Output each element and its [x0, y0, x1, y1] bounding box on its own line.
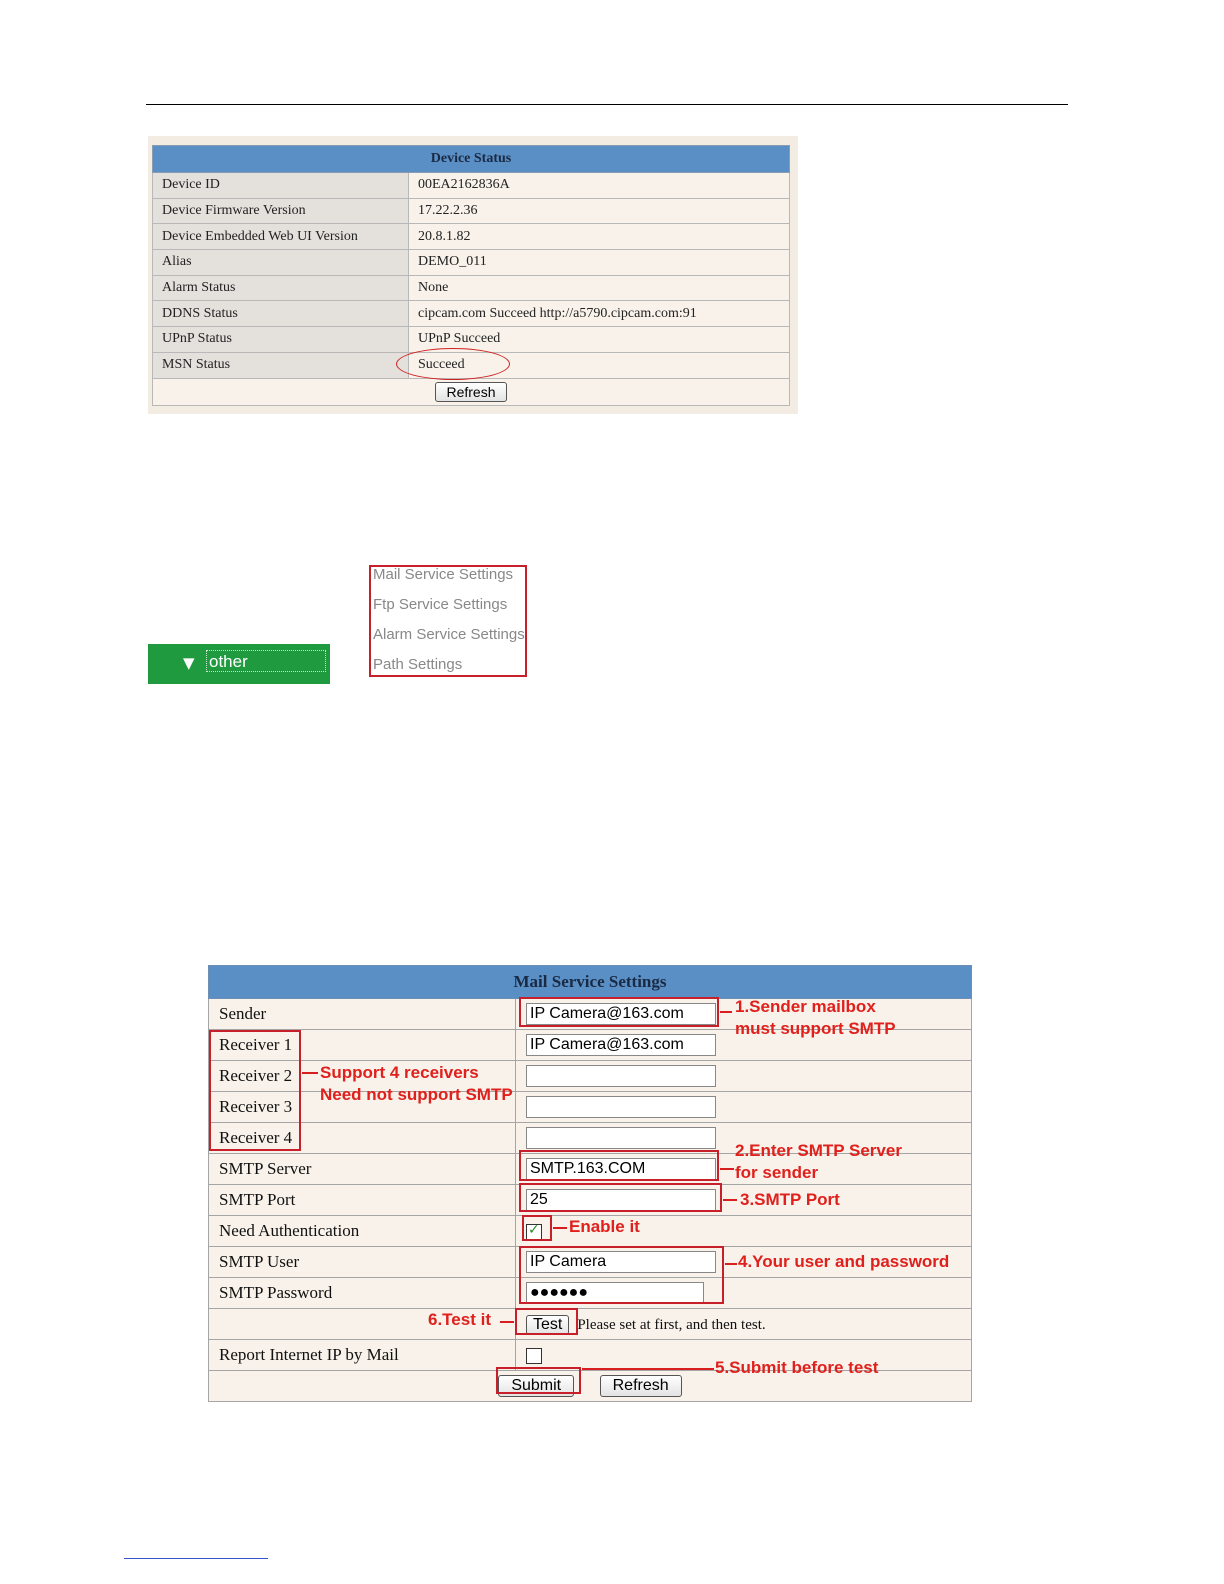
table-row [153, 275, 790, 301]
receiver4-label: Receiver 4 [209, 1123, 516, 1154]
submit-button[interactable]: Submit [498, 1375, 574, 1397]
device-status-title: Device Status [153, 146, 790, 173]
submit-annotation: 5.Submit before test [715, 1358, 879, 1377]
receivers-annotation-line [302, 1072, 318, 1074]
auth-annotation: Enable it [569, 1217, 640, 1236]
table-row [153, 198, 790, 224]
credentials-annotation: 4.Your user and password [738, 1252, 950, 1271]
table-row [153, 224, 790, 250]
receiver3-label: Receiver 3 [209, 1092, 516, 1123]
smtp-user-label: SMTP User [209, 1247, 516, 1278]
receivers-highlight-box [209, 1030, 301, 1151]
test-highlight-box [515, 1308, 578, 1335]
smtp-server-annotation-line [720, 1168, 734, 1170]
report-ip-label: Report Internet IP by Mail [209, 1340, 516, 1371]
other-menu-label[interactable]: other [206, 650, 326, 672]
test-annotation-line [500, 1321, 514, 1323]
smtp-server-annotation: 2.Enter SMTP Server for sender [735, 1141, 902, 1182]
receiver4-input[interactable] [526, 1127, 716, 1149]
auth-annotation-line [553, 1227, 567, 1229]
submit-annotation-line [582, 1368, 714, 1370]
table-row [153, 173, 790, 199]
row-value: 17.22.2.36 [409, 198, 790, 224]
row-value: None [409, 275, 790, 301]
row-label: Alarm Status [153, 275, 409, 301]
menu-item-alarm-service[interactable]: Alarm Service Settings [373, 626, 525, 643]
mail-settings-title: Mail Service Settings [209, 966, 972, 999]
row-label: Device ID [153, 173, 409, 199]
row-label: MSN Status [153, 352, 409, 378]
msn-status-value: Succeed [409, 352, 790, 378]
msn-status-highlight-ellipse [396, 348, 510, 380]
test-hint: Please set at first, and then test. [577, 1316, 766, 1333]
test-button[interactable]: Test [526, 1315, 569, 1335]
row-value: 00EA2162836A [409, 173, 790, 199]
report-ip-checkbox[interactable] [526, 1348, 542, 1364]
receiver2-input[interactable] [526, 1065, 716, 1087]
receiver1-label: Receiver 1 [209, 1030, 516, 1061]
smtp-port-highlight-box [519, 1183, 722, 1212]
row-label: Alias [153, 250, 409, 276]
receivers-annotation: Support 4 receivers Need not support SMTP [320, 1063, 513, 1104]
smtp-password-label: SMTP Password [209, 1278, 516, 1309]
page-top-rule [146, 104, 1068, 105]
smtp-port-annotation-line [723, 1199, 737, 1201]
table-row [153, 301, 790, 327]
smtp-port-annotation: 3.SMTP Port [740, 1190, 840, 1209]
need-auth-label: Need Authentication [209, 1216, 516, 1247]
sender-label: Sender [209, 999, 516, 1030]
row-value: 20.8.1.82 [409, 224, 790, 250]
submit-highlight-box [496, 1367, 581, 1394]
credentials-annotation-line [725, 1263, 737, 1265]
sender-annotation: 1.Sender mailbox must support SMTP [735, 997, 896, 1038]
table-row [153, 250, 790, 276]
row-label: DDNS Status [153, 301, 409, 327]
receiver3-input[interactable] [526, 1096, 716, 1118]
test-annotation: 6.Test it [428, 1310, 491, 1329]
sender-annotation-line [720, 1011, 732, 1013]
mail-refresh-button[interactable]: Refresh [600, 1375, 682, 1397]
row-label: Device Firmware Version [153, 198, 409, 224]
auth-highlight-box [522, 1215, 552, 1241]
footer-rule [124, 1558, 268, 1559]
row-label: Device Embedded Web UI Version [153, 224, 409, 250]
menu-item-ftp-service[interactable]: Ftp Service Settings [373, 596, 508, 613]
receiver2-label: Receiver 2 [209, 1061, 516, 1092]
row-value: DEMO_011 [409, 250, 790, 276]
triangle-down-icon: ▼ [183, 654, 195, 672]
smtp-server-highlight-box [519, 1150, 719, 1181]
menu-item-path-settings[interactable]: Path Settings [373, 656, 463, 673]
receiver1-input[interactable] [526, 1034, 716, 1056]
smtp-server-label: SMTP Server [209, 1154, 516, 1185]
sender-highlight-box [519, 997, 719, 1027]
row-value: cipcam.com Succeed http://a5790.cipcam.com:91 [409, 301, 790, 327]
row-value: UPnP Succeed [409, 327, 790, 353]
menu-item-mail-service[interactable]: Mail Service Settings [373, 566, 514, 583]
table-row [209, 1309, 972, 1340]
smtp-port-label: SMTP Port [209, 1185, 516, 1216]
credentials-highlight-box [519, 1246, 724, 1304]
row-label: UPnP Status [153, 327, 409, 353]
device-status-refresh-button[interactable]: Refresh [435, 382, 506, 402]
